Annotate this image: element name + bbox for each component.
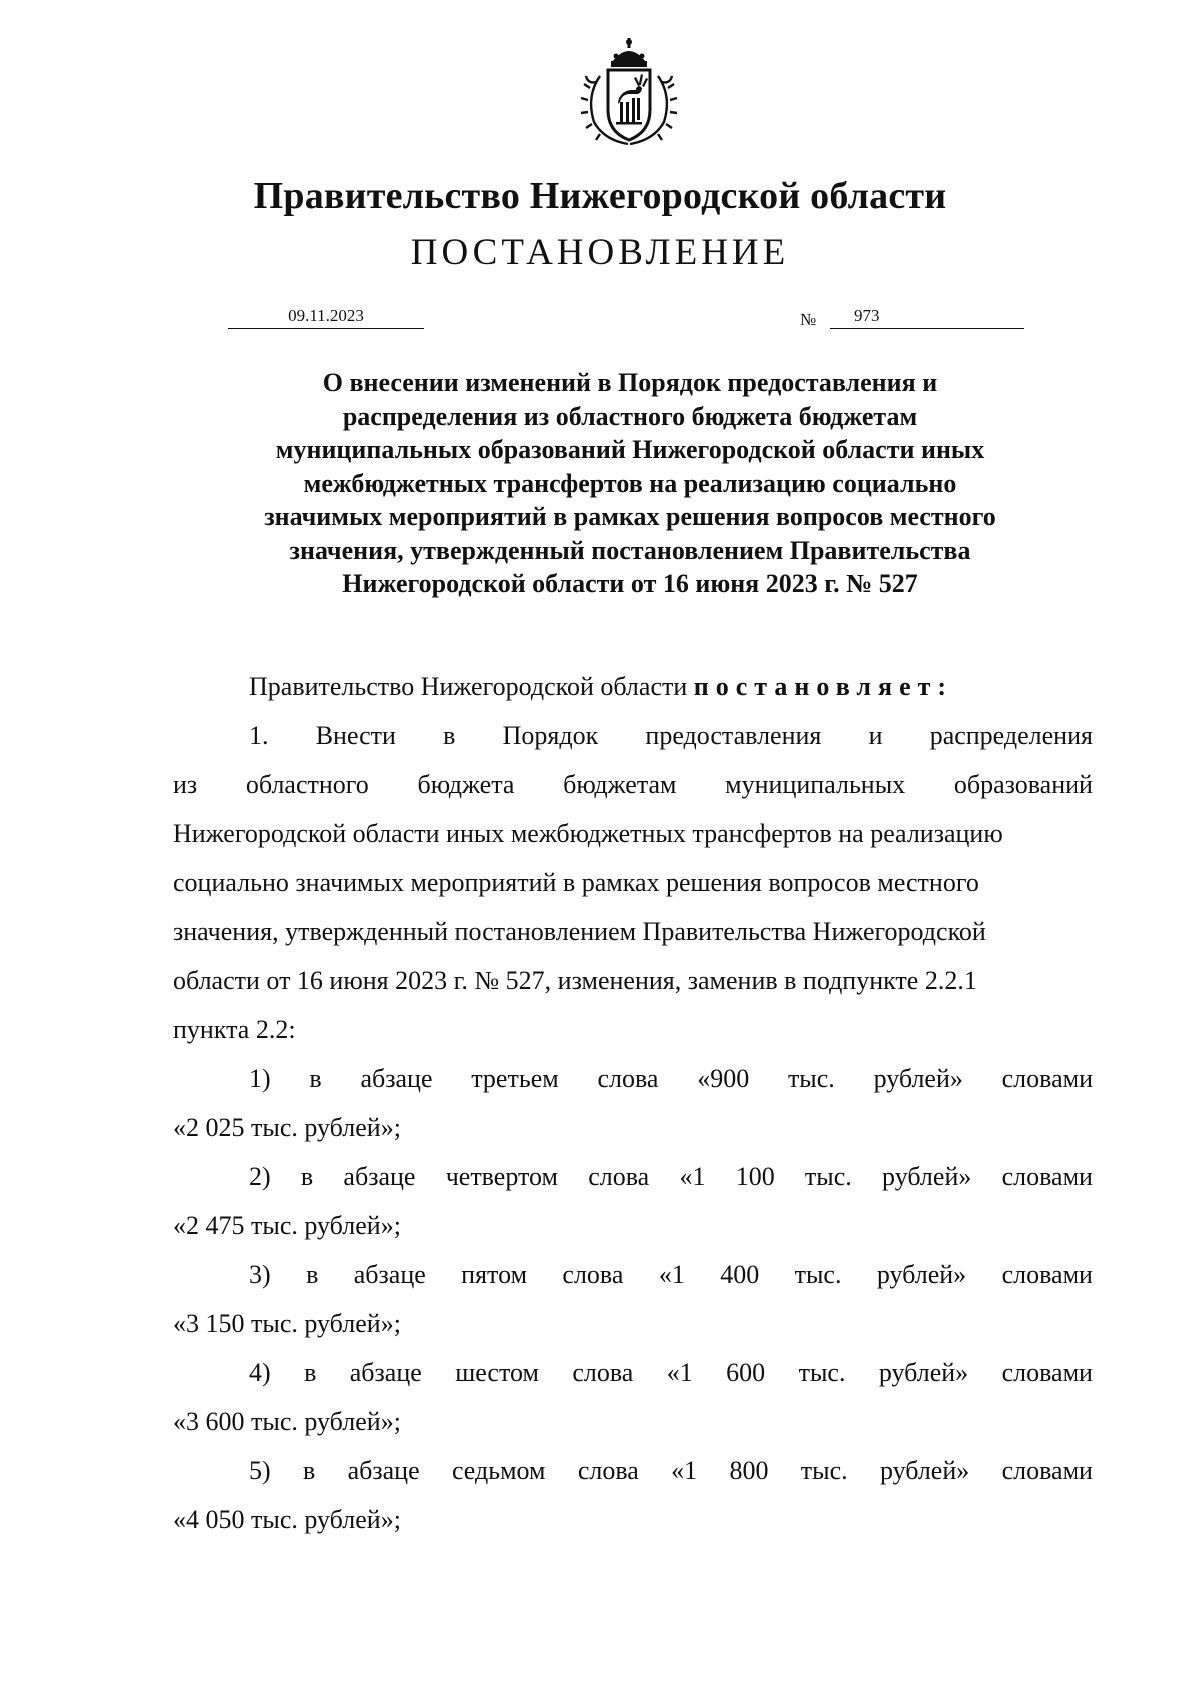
subject-line: О внесении изменений в Порядок предоставления и bbox=[322, 368, 938, 397]
word: бюджета bbox=[417, 770, 515, 799]
word: словами bbox=[1001, 1162, 1093, 1191]
word: 1) bbox=[249, 1064, 271, 1093]
list-item bbox=[173, 1152, 1093, 1201]
document-type-title: ПОСТАНОВЛЕНИЕ bbox=[410, 232, 790, 273]
list-item bbox=[173, 1348, 1093, 1397]
word: тыс. bbox=[787, 1064, 835, 1093]
list-item bbox=[173, 1250, 1093, 1299]
word: в bbox=[443, 721, 456, 750]
word: словами bbox=[1001, 1260, 1093, 1289]
paragraph-1-line bbox=[173, 760, 1093, 809]
list-item bbox=[173, 1054, 1093, 1103]
word: тыс. bbox=[800, 1456, 848, 1485]
word: 5) bbox=[249, 1456, 271, 1485]
word: «1 bbox=[658, 1260, 685, 1289]
word: рублей» bbox=[879, 1456, 970, 1485]
word: 3) bbox=[249, 1260, 271, 1289]
subject-line: значения, утвержденный постановлением Правительства bbox=[289, 535, 971, 565]
word: словами bbox=[1001, 1064, 1093, 1093]
word: слова bbox=[588, 1162, 650, 1191]
paragraph-1-line: значения, утвержденный постановлением Правительства Нижегородской bbox=[173, 917, 986, 946]
list-item-tail: «2 025 тыс. рублей»; bbox=[173, 1113, 401, 1142]
subject-line: муниципальных образований Нижегородской области иных bbox=[275, 435, 985, 464]
subject-line: межбюджетных трансфертов на реализацию социально bbox=[303, 468, 957, 498]
subject-line: распределения из областного бюджета бюджетам bbox=[342, 401, 918, 431]
word: рублей» bbox=[882, 1162, 972, 1191]
word: 2) bbox=[249, 1162, 271, 1191]
word: 800 bbox=[729, 1456, 769, 1485]
word: рублей» bbox=[873, 1064, 963, 1093]
word: «1 bbox=[671, 1456, 698, 1485]
word: в bbox=[300, 1162, 314, 1191]
word: рублей» bbox=[876, 1260, 967, 1289]
subject-line: Нижегородской области от 16 июня 2023 г. № 527 bbox=[342, 569, 918, 598]
paragraph-1-line bbox=[173, 711, 1093, 760]
word: тыс. bbox=[798, 1358, 846, 1387]
document-subject bbox=[230, 366, 1030, 601]
document-number-label: № bbox=[800, 310, 817, 329]
word: 1. bbox=[249, 721, 269, 750]
word: абзаце bbox=[347, 1456, 420, 1485]
word: бюджетам bbox=[563, 770, 677, 799]
word: третьем bbox=[471, 1064, 559, 1093]
word: «1 bbox=[666, 1358, 693, 1387]
word: 400 bbox=[720, 1260, 760, 1289]
word: слова bbox=[597, 1064, 659, 1093]
list-item-tail: «3 150 тыс. рублей»; bbox=[173, 1309, 401, 1338]
word: Порядок bbox=[502, 721, 599, 750]
intro-text: Правительство Нижегородской области bbox=[249, 672, 694, 701]
list-item-tail: «4 050 тыс. рублей»; bbox=[173, 1505, 401, 1534]
word: пятом bbox=[461, 1260, 528, 1289]
word: слова bbox=[572, 1358, 634, 1387]
coat-of-arms-emblem bbox=[576, 36, 682, 154]
word: абзаце bbox=[353, 1260, 426, 1289]
word: в bbox=[309, 1064, 322, 1093]
paragraph-1-line: пункта 2.2: bbox=[173, 1015, 296, 1044]
word: образований bbox=[953, 770, 1093, 799]
paragraph-1-line: социально значимых мероприятий в рамках решения вопросов местного bbox=[173, 868, 979, 897]
word: 4) bbox=[249, 1358, 271, 1387]
word: словами bbox=[1001, 1456, 1093, 1485]
intro-paragraph bbox=[173, 662, 1093, 711]
word: предоставления bbox=[645, 721, 822, 750]
organization-title: Правительство Нижегородской области bbox=[253, 175, 947, 217]
word: тыс. bbox=[804, 1162, 852, 1191]
word: седьмом bbox=[451, 1456, 546, 1485]
word: в bbox=[306, 1260, 319, 1289]
word: «1 bbox=[679, 1162, 706, 1191]
word: рублей» bbox=[878, 1358, 969, 1387]
paragraph-1-line: Нижегородской области иных межбюджетных трансфертов на реализацию bbox=[173, 819, 1003, 848]
word: четвертом bbox=[445, 1162, 558, 1191]
word: в bbox=[304, 1358, 317, 1387]
paragraph-1-line: области от 16 июня 2023 г. № 527, изменения, заменив в подпункте 2.2.1 bbox=[173, 966, 977, 995]
word: слова bbox=[577, 1456, 639, 1485]
word: областного bbox=[245, 770, 369, 799]
word: Внести bbox=[315, 721, 396, 750]
decree-word: постановляет: bbox=[693, 672, 954, 701]
word: в bbox=[302, 1456, 316, 1485]
word: словами bbox=[1001, 1358, 1093, 1387]
word: и bbox=[868, 721, 883, 750]
word: тыс. bbox=[794, 1260, 842, 1289]
word: «900 bbox=[697, 1064, 750, 1093]
word: муниципальных bbox=[725, 770, 906, 799]
list-item-tail: «2 475 тыс. рублей»; bbox=[173, 1211, 401, 1240]
word: 600 bbox=[726, 1358, 766, 1387]
subject-line: значимых мероприятий в рамках решения вопросов местного bbox=[264, 502, 996, 531]
list-item bbox=[173, 1446, 1093, 1495]
list-item-tail: «3 600 тыс. рублей»; bbox=[173, 1407, 401, 1436]
word: 100 bbox=[735, 1162, 775, 1191]
document-date-field: 09.11.2023 bbox=[228, 304, 424, 329]
document-number-field bbox=[830, 304, 1024, 329]
word: слова bbox=[562, 1260, 624, 1289]
word: абзаце bbox=[349, 1358, 422, 1387]
word: абзаце bbox=[360, 1064, 433, 1093]
word: абзаце bbox=[343, 1162, 416, 1191]
document-body bbox=[173, 662, 1093, 1544]
word: распределения bbox=[929, 721, 1093, 750]
word: шестом bbox=[455, 1358, 539, 1387]
word: из bbox=[173, 770, 198, 799]
document-number: 973 bbox=[854, 306, 880, 325]
